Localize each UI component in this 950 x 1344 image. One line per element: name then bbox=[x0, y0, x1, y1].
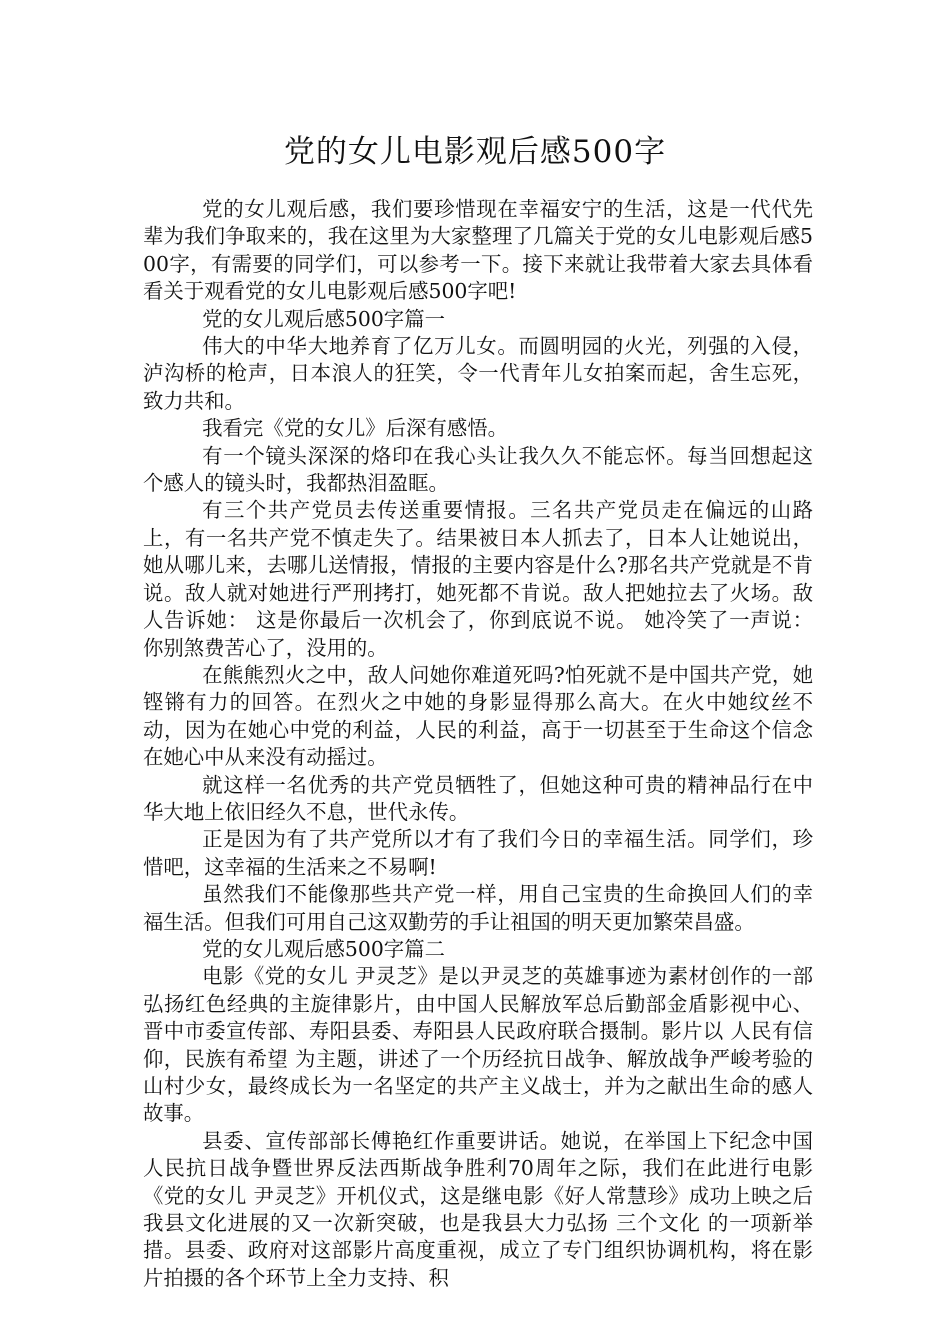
paragraph: 有一个镜头深深的烙印在我心头让我久久不能忘怀。每当回想起这个感人的镜头时，我都热泪盈眶。 bbox=[143, 443, 813, 496]
paragraph: 就这样一名优秀的共产党员牺牲了，但她这种可贵的精神品行在中华大地上依旧经久不息，世代永传。 bbox=[143, 772, 813, 824]
paragraph: 伟大的中华大地养育了亿万儿女。而圆明园的火光，列强的入侵，泸沟桥的枪声，日本浪人的狂笑，令一代青年儿女拍案而起，舍生忘死，致力共和。 bbox=[143, 334, 813, 413]
section-heading-2: 党的女儿观后感500字篇二 bbox=[202, 936, 445, 961]
paragraph-intro: 党的女儿观后感，我们要珍惜现在幸福安宁的生活，这是一代代先辈为我们争取来的，我在这里为大家整理了几篇关于党的女儿电影观后感500字，有需要的同学们，可以参考一下。接下来就让我带着大家去具体看看关于观看党的女儿电影观后感500字吧! bbox=[143, 197, 813, 304]
paragraph: 在熊熊烈火之中，敌人问她你难道死吗?怕死就不是中国共产党，她铿锵有力的回答。在烈火之中她的身影显得那么高大。在火中她纹丝不动，因为在她心中党的利益，人民的利益，高于一切甚至于生命这个信念在她心中从来没有动摇过。 bbox=[143, 662, 813, 770]
paragraph: 县委、宣传部部长傅艳红作重要讲话。她说，在举国上下纪念中国人民抗日战争暨世界反法西斯战争胜利70周年之际，我们在此进行电影《党的女儿 尹灵芝》开机仪式，这是继电影《好人常慧珍》成功上映之后我县文化进展的又一次新突破，也是我县大力弘扬 三个文化 的一项新举措。县委、政府对这部影片高度重视，成立了专门组织协调机构，将在影片拍摄的各个环节上全力支持、积 bbox=[143, 1128, 813, 1290]
paragraph: 我看完《党的女儿》后深有感悟。 bbox=[202, 416, 509, 441]
paragraph: 有三个共产党员去传送重要情报。三名共产党员走在偏远的山路上，有一名共产党不慎走失了。结果被日本人抓去了，日本人让她说出，她从哪儿来，去哪儿送情报，情报的主要内容是什么?那名共产党就是不肯说。敌人就对她进行严刑拷打，她死都不肯说。敌人把她拉去了火场。敌人告诉她： 这是你最后一次机会了，你到底说不说。 她冷笑了一声说： 你别煞费苦心了，没用的。 bbox=[143, 498, 813, 660]
paragraph: 电影《党的女儿 尹灵芝》是以尹灵芝的英雄事迹为素材创作的一部弘扬红色经典的主旋律影片，由中国人民解放军总后勤部金盾影视中心、晋中市委宣传部、寿阳县委、寿阳县人民政府联合摄制。影片以 人民有信仰，民族有希望 为主题，讲述了一个历经抗日战争、解放战争严峻考验的山村少女，最终成长为一名坚定的共产主义战士，并为之献出生命的感人故事。 bbox=[143, 964, 813, 1126]
document-body bbox=[143, 196, 813, 1292]
section-heading-1: 党的女儿观后感500字篇一 bbox=[202, 306, 445, 331]
document-title: 党的女儿电影观后感500字 bbox=[283, 134, 667, 170]
paragraph: 正是因为有了共产党所以才有了我们今日的幸福生活。同学们，珍惜吧，这幸福的生活来之不易啊! bbox=[143, 827, 813, 879]
paragraph: 虽然我们不能像那些共产党一样，用自己宝贵的生命换回人们的幸福生活。但我们可用自己这双勤劳的手让祖国的明天更加繁荣昌盛。 bbox=[143, 882, 813, 934]
